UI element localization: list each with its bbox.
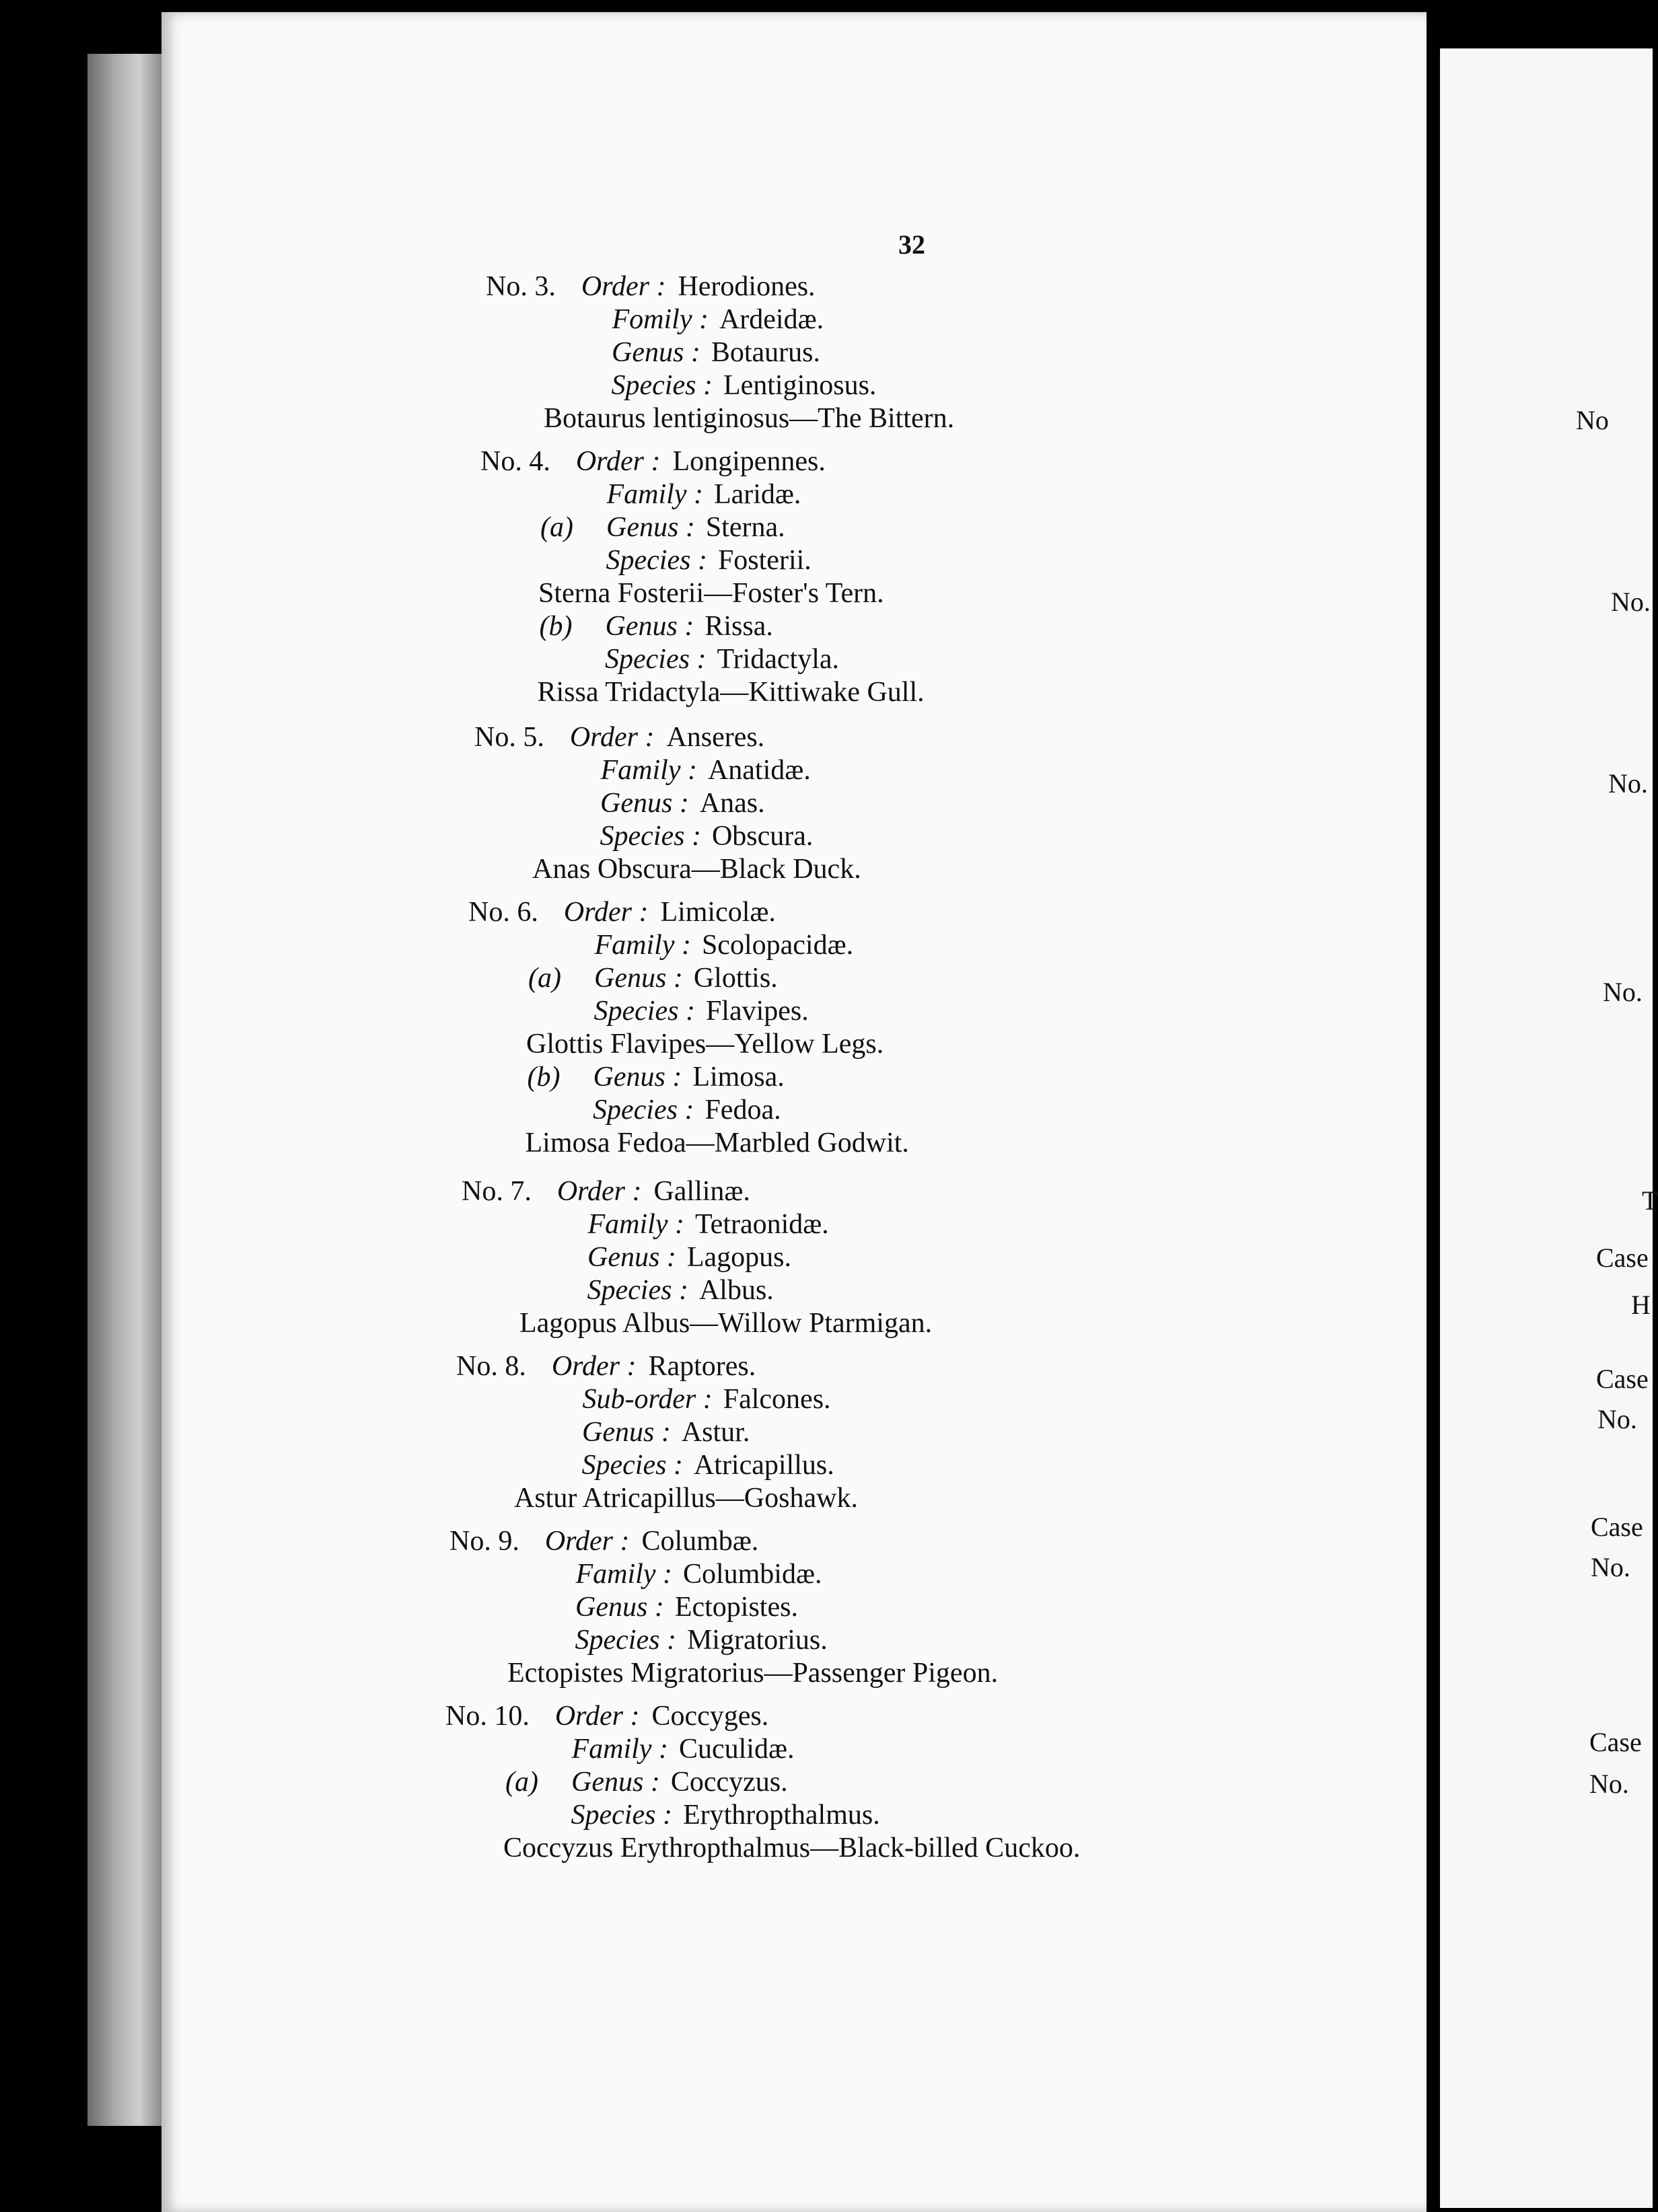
order-label: Order : xyxy=(556,1176,642,1207)
order-label: Order : xyxy=(575,446,661,477)
taxon-label: Genus : xyxy=(606,512,695,543)
order-label: Order : xyxy=(551,1351,637,1382)
entry-heading xyxy=(456,1352,756,1380)
right-page-fragment: No. xyxy=(1608,768,1648,799)
taxon-value: Lagopus. xyxy=(686,1242,791,1273)
entry-heading xyxy=(468,898,776,926)
entry-number: No. 9. xyxy=(449,1526,519,1557)
taxon-label: Species : xyxy=(593,996,695,1027)
entry-number: No. 4. xyxy=(480,446,550,477)
taxon-label: Genus : xyxy=(600,788,689,819)
taxon-value: Limosa. xyxy=(692,1062,785,1093)
common-name-line: Glottis Flavipes—Yellow Legs. xyxy=(526,1029,884,1060)
entry-heading xyxy=(474,723,764,751)
common-name-line: Coccyzus Erythropthalmus—Black-billed Cuckoo. xyxy=(503,1833,1081,1864)
order-label: Order : xyxy=(563,897,649,928)
right-page-fragment: No. xyxy=(1591,1552,1630,1582)
taxon-value: Tetraonidæ. xyxy=(694,1209,829,1240)
taxon-value: Obscura. xyxy=(711,821,814,852)
entry-heading xyxy=(480,447,826,476)
order-label: Order : xyxy=(544,1526,630,1557)
taxon-line xyxy=(540,512,785,543)
order-value: Herodiones. xyxy=(678,271,816,302)
entry-number: No. 5. xyxy=(474,722,544,753)
order-label: Order : xyxy=(554,1701,640,1732)
right-page-fragment: No. xyxy=(1589,1769,1629,1799)
taxon-label: Family : xyxy=(600,755,697,786)
taxon-label: Genus : xyxy=(571,1767,660,1798)
entry-number: No. 10. xyxy=(445,1701,530,1732)
order-label: Order : xyxy=(569,722,655,753)
taxon-value: Atricapillus. xyxy=(693,1450,834,1481)
taxon-value: Falcones. xyxy=(723,1384,831,1415)
taxon-label: Genus : xyxy=(587,1242,676,1273)
right-page-fragment: No. xyxy=(1597,1404,1637,1434)
order-value: Limicolæ. xyxy=(660,897,776,928)
order-value: Longipennes. xyxy=(672,446,826,477)
taxon-label: Species : xyxy=(611,370,713,401)
taxon-line xyxy=(612,371,877,400)
taxon-label: Species : xyxy=(571,1800,672,1831)
order-value: Anseres. xyxy=(666,722,765,753)
taxon-label: Family : xyxy=(587,1209,684,1240)
right-page-fragment: Case xyxy=(1596,1243,1649,1273)
right-page-fragment: Case xyxy=(1591,1512,1643,1542)
taxon-label: Family : xyxy=(575,1559,672,1590)
taxon-label: Fomily : xyxy=(612,304,709,335)
page-number: 32 xyxy=(898,229,925,260)
taxon-label: Sub-order : xyxy=(582,1384,713,1415)
order-value: Gallinæ. xyxy=(653,1176,750,1207)
entry-number: No. 7. xyxy=(462,1176,532,1207)
order-value: Columbæ. xyxy=(641,1526,759,1557)
entry-heading xyxy=(445,1702,768,1730)
taxon-value: Coccyzus. xyxy=(670,1767,788,1798)
subentry-marker: (a) xyxy=(505,1767,538,1798)
taxon-line xyxy=(588,1210,829,1239)
taxon-label: Species : xyxy=(605,644,707,675)
subentry-marker: (a) xyxy=(528,963,561,994)
taxon-label: Genus : xyxy=(605,611,694,642)
taxon-line xyxy=(606,546,812,575)
taxon-value: Scolopacidæ. xyxy=(701,930,854,961)
taxon-line xyxy=(594,997,809,1025)
taxon-line xyxy=(575,1593,798,1621)
right-page-fragment: No. xyxy=(1611,587,1651,617)
taxon-label: Species : xyxy=(600,821,701,852)
taxon-line xyxy=(572,1735,795,1763)
entry-number: No. 3. xyxy=(486,271,556,302)
taxon-line xyxy=(595,931,854,959)
taxon-value: Albus. xyxy=(698,1275,774,1306)
order-value: Raptores. xyxy=(648,1351,756,1382)
taxon-value: Ectopistes. xyxy=(674,1592,798,1623)
taxon-line xyxy=(605,645,839,673)
taxon-value: Cuculidæ. xyxy=(678,1734,795,1765)
taxon-value: Lentiginosus. xyxy=(723,370,877,401)
right-page-fragment: Case xyxy=(1596,1364,1649,1394)
taxon-value: Rissa. xyxy=(705,611,773,642)
common-name-line: Anas Obscura—Black Duck. xyxy=(532,854,861,885)
taxon-value: Sterna. xyxy=(705,512,785,543)
entry-number: No. 6. xyxy=(468,897,538,928)
taxon-value: Anatidæ. xyxy=(707,755,811,786)
taxon-value: Astur. xyxy=(681,1417,750,1448)
taxon-label: Family : xyxy=(571,1734,668,1765)
taxon-line xyxy=(582,1451,834,1479)
taxon-line xyxy=(607,480,801,509)
right-page-fragment: Case xyxy=(1589,1727,1642,1757)
taxon-value: Fedoa. xyxy=(705,1095,781,1126)
taxon-label: Genus : xyxy=(575,1592,664,1623)
right-page-fragment: H xyxy=(1631,1290,1651,1320)
taxon-label: Genus : xyxy=(612,337,700,368)
taxon-line xyxy=(612,305,824,334)
right-page-fragment: No xyxy=(1576,405,1609,435)
right-page xyxy=(1440,48,1653,2208)
taxon-value: Flavipes. xyxy=(705,996,809,1027)
taxon-line xyxy=(505,1767,788,1798)
taxon-line xyxy=(528,963,778,994)
taxon-line xyxy=(576,1560,822,1588)
taxon-value: Columbidæ. xyxy=(682,1559,822,1590)
taxon-value: Tridactyla. xyxy=(717,644,840,675)
subentry-marker: (a) xyxy=(540,512,573,543)
entry-heading xyxy=(449,1527,758,1555)
taxon-line xyxy=(600,789,765,817)
taxon-value: Glottis. xyxy=(693,963,778,994)
common-name-line: Lagopus Albus—Willow Ptarmigan. xyxy=(519,1308,933,1339)
taxon-line xyxy=(612,338,820,367)
right-page-fragment: No. xyxy=(1603,977,1643,1007)
taxon-line xyxy=(527,1062,785,1093)
taxon-line xyxy=(593,1096,781,1124)
subentry-marker: (b) xyxy=(527,1062,561,1093)
taxon-value: Fosterii. xyxy=(717,545,812,576)
subentry-marker: (b) xyxy=(539,611,573,642)
taxon-line xyxy=(587,1276,774,1304)
entry-number: No. 8. xyxy=(456,1351,526,1382)
taxon-value: Erythropthalmus. xyxy=(682,1800,880,1831)
taxon-line xyxy=(575,1626,828,1654)
taxon-line xyxy=(571,1801,880,1829)
taxon-value: Botaurus. xyxy=(711,337,820,368)
taxon-label: Genus : xyxy=(593,1062,682,1093)
common-name-line: Rissa Tridactyla—Kittiwake Gull. xyxy=(537,677,925,708)
taxon-line xyxy=(587,1243,791,1271)
right-page-fragment: T xyxy=(1642,1185,1658,1216)
taxon-label: Family : xyxy=(594,930,691,961)
taxon-value: Laridæ. xyxy=(713,479,801,510)
common-name-line: Ectopistes Migratorius—Passenger Pigeon. xyxy=(507,1658,999,1689)
taxon-value: Ardeidæ. xyxy=(719,304,824,335)
book-spine xyxy=(87,54,161,2126)
order-label: Order : xyxy=(581,271,666,302)
common-name-line: Sterna Fosterii—Foster's Tern. xyxy=(538,578,884,609)
taxon-label: Genus : xyxy=(582,1417,671,1448)
taxon-value: Anas. xyxy=(699,788,765,819)
taxon-line xyxy=(539,611,773,642)
taxon-label: Species : xyxy=(581,1450,683,1481)
taxon-label: Species : xyxy=(606,545,707,576)
common-name-line: Limosa Fedoa—Marbled Godwit. xyxy=(525,1128,909,1158)
taxon-line xyxy=(582,1418,750,1446)
taxon-label: Species : xyxy=(593,1095,694,1126)
taxon-label: Family : xyxy=(606,479,703,510)
taxon-line xyxy=(583,1385,831,1413)
taxon-value: Migratorius. xyxy=(686,1625,828,1656)
taxon-label: Genus : xyxy=(594,963,683,994)
taxon-label: Species : xyxy=(575,1625,676,1656)
common-name-line: Astur Atricapillus—Goshawk. xyxy=(514,1483,858,1514)
order-value: Coccyges. xyxy=(651,1701,769,1732)
taxon-line xyxy=(600,822,814,850)
taxon-label: Species : xyxy=(587,1275,688,1306)
entry-heading xyxy=(486,272,816,301)
common-name-line: Botaurus lentiginosus—The Bittern. xyxy=(544,403,955,434)
entry-heading xyxy=(462,1177,750,1206)
taxon-line xyxy=(601,756,811,784)
